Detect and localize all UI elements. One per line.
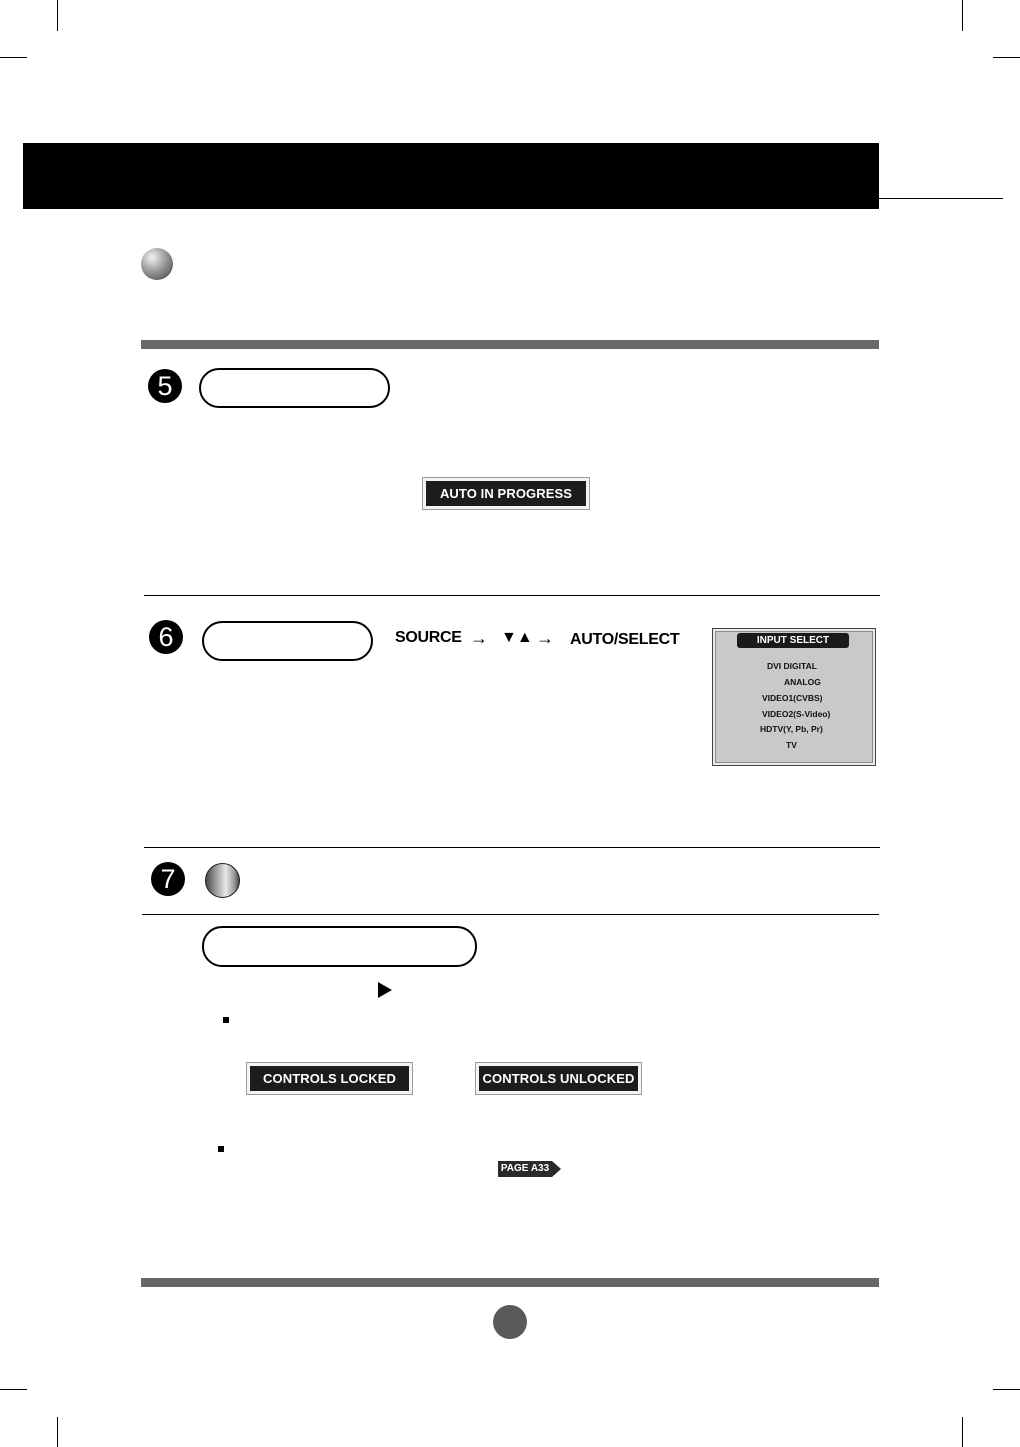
- page-tag-arrow-icon: [552, 1161, 561, 1177]
- input-button-label-pill: [202, 621, 373, 661]
- controls-locked-osd: [246, 1062, 413, 1095]
- bottom-divider: [141, 1278, 879, 1287]
- menu-title: INPUT SELECT: [737, 633, 849, 648]
- arrow-right-icon: →: [536, 628, 554, 648]
- header-bar: [23, 143, 879, 209]
- menu-item: HDTV(Y, Pb, Pr): [760, 724, 823, 734]
- crop-mark: [993, 1389, 1020, 1390]
- bullet-square-icon: [223, 1017, 229, 1023]
- step-number-7: 7: [151, 862, 185, 896]
- menu-item: TV: [786, 740, 797, 750]
- play-arrow-icon: [378, 982, 392, 998]
- crop-mark: [0, 1389, 27, 1390]
- down-up-arrows-icon: ▼▲: [501, 629, 533, 646]
- source-label: SOURCE: [395, 629, 462, 646]
- crop-mark: [57, 0, 58, 31]
- page-number-dot: [493, 1305, 527, 1339]
- section-divider: [142, 914, 879, 915]
- auto-in-progress-osd: [422, 477, 590, 510]
- osd-message: CONTROLS LOCKED: [250, 1066, 409, 1091]
- lock-label-pill: [202, 926, 477, 967]
- crop-mark: [0, 57, 27, 58]
- section-divider: [144, 847, 880, 848]
- top-divider: [141, 340, 879, 349]
- page-reference-tag: PAGE A33: [498, 1161, 552, 1177]
- crop-mark: [993, 57, 1020, 58]
- bullet-square-icon: [218, 1146, 224, 1152]
- section-ball-icon: [141, 248, 173, 280]
- auto-button-label-pill: [199, 368, 390, 408]
- section-divider: [144, 595, 880, 596]
- header-tab-line: [879, 198, 1003, 199]
- menu-item: VIDEO2(S-Video): [762, 709, 831, 719]
- input-select-menu: [712, 628, 876, 766]
- arrow-right-icon: →: [470, 628, 488, 648]
- auto-select-label: AUTO/SELECT: [570, 631, 680, 648]
- step-number-6: 6: [149, 620, 183, 654]
- menu-item: DVI DIGITAL: [767, 661, 817, 671]
- controls-unlocked-osd: [475, 1062, 642, 1095]
- menu-item: ANALOG: [784, 677, 821, 687]
- crop-mark: [962, 0, 963, 31]
- crop-mark: [57, 1417, 58, 1447]
- osd-message: AUTO IN PROGRESS: [426, 481, 586, 506]
- menu-item: VIDEO1(CVBS): [762, 693, 823, 703]
- control-knob-icon: [205, 863, 240, 898]
- crop-mark: [962, 1417, 963, 1447]
- step-number-5: 5: [148, 369, 182, 403]
- osd-message: CONTROLS UNLOCKED: [479, 1066, 638, 1091]
